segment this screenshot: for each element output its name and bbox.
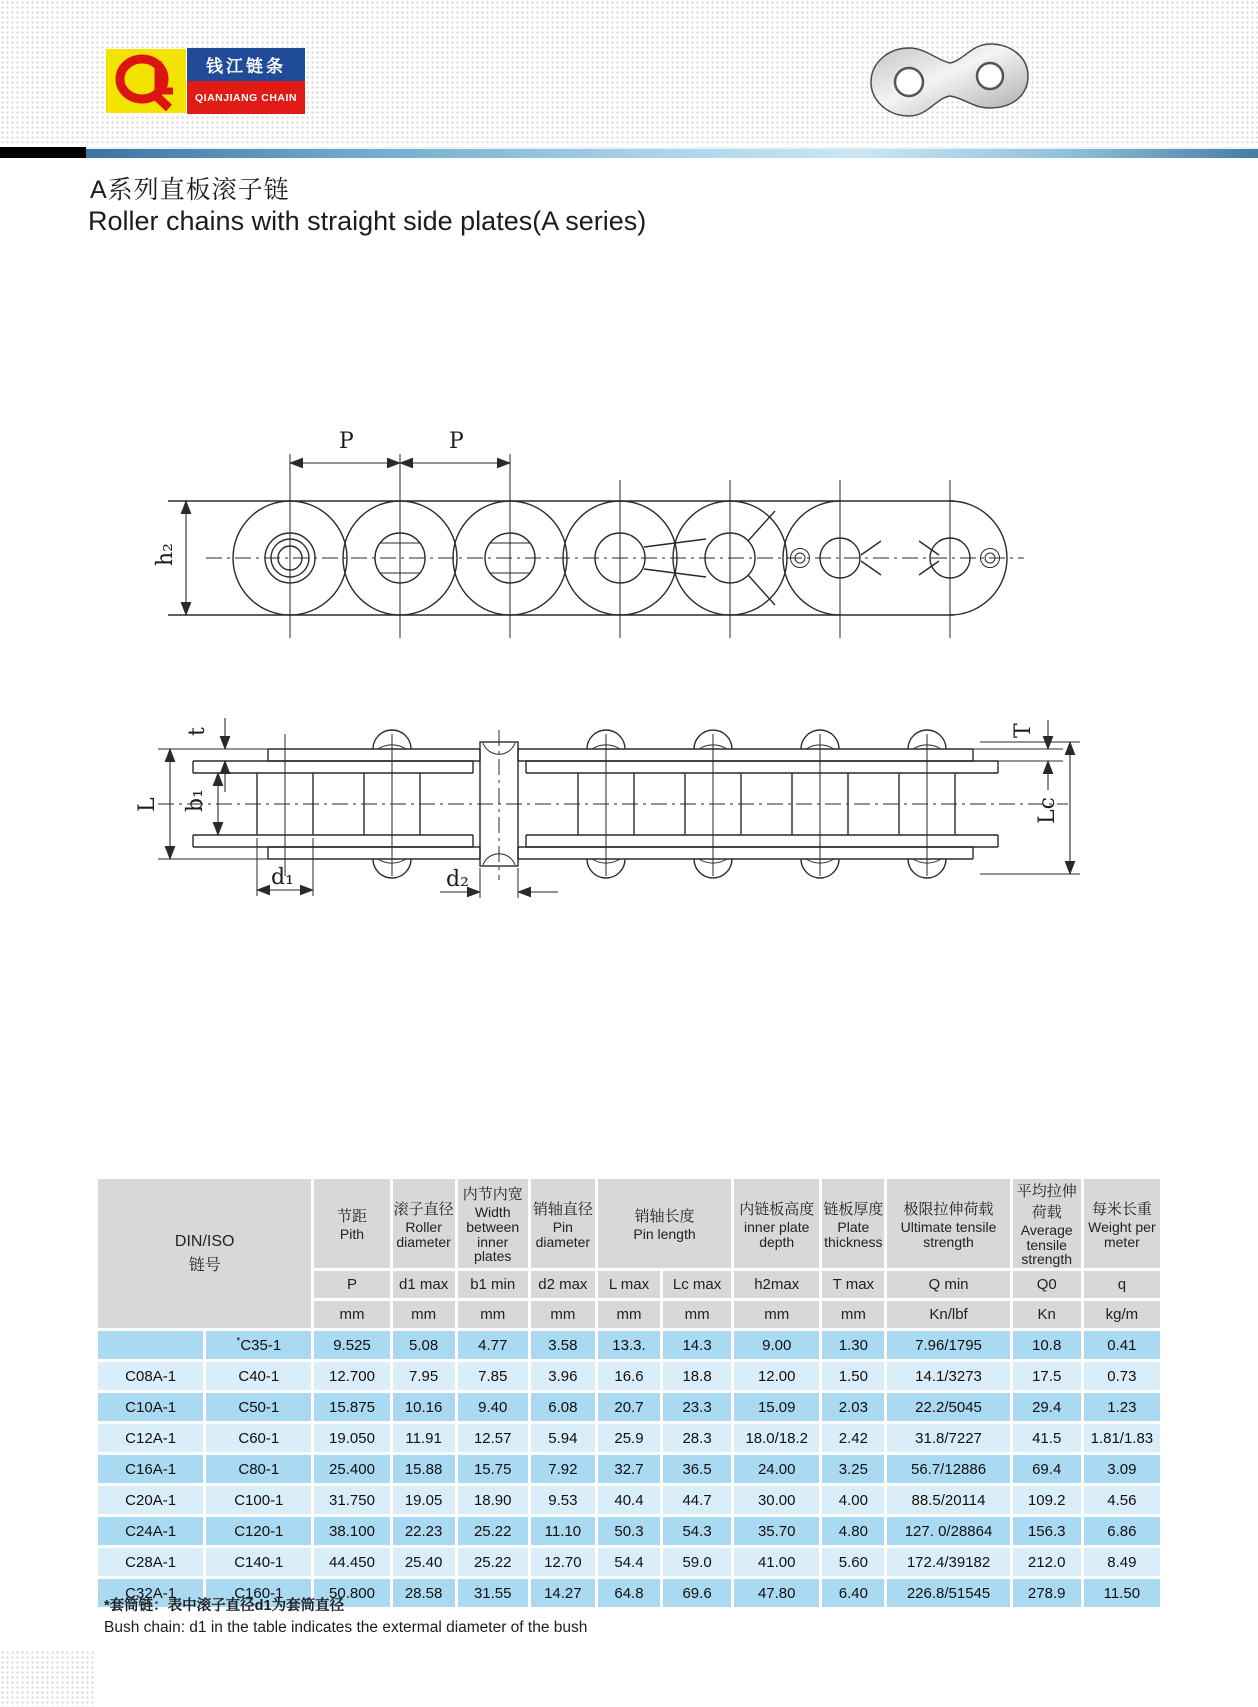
- table-cell: 88.5/20114: [887, 1486, 1009, 1514]
- chain-plate-illustration: [862, 36, 1037, 124]
- table-cell: 1.30: [822, 1331, 884, 1359]
- symbol-cell: L max: [598, 1271, 660, 1298]
- table-cell: 14.27: [531, 1579, 595, 1607]
- table-cell: 5.60: [822, 1548, 884, 1576]
- unit-cell: kg/m: [1084, 1301, 1160, 1328]
- table-cell: 50.800: [314, 1579, 389, 1607]
- table-cell: 14.3: [663, 1331, 731, 1359]
- dim-label-Lc: Lc: [1035, 797, 1060, 824]
- table-cell: 47.80: [734, 1579, 819, 1607]
- table-cell: 69.6: [663, 1579, 731, 1607]
- col-header: 内节内宽 Width between inner plates: [458, 1179, 528, 1268]
- logo-monogram-icon: [106, 49, 186, 113]
- table-cell: C40-1: [206, 1362, 311, 1390]
- table-cell: 28.58: [393, 1579, 455, 1607]
- table-cell: 2.42: [822, 1424, 884, 1452]
- table-cell: *C35-1: [206, 1331, 311, 1359]
- table-cell: C50-1: [206, 1393, 311, 1421]
- table-cell: 25.400: [314, 1455, 389, 1483]
- table-cell: 17.5: [1013, 1362, 1081, 1390]
- company-logo: [105, 48, 305, 114]
- table-cell: 36.5: [663, 1455, 731, 1483]
- table-cell: 31.8/7227: [887, 1424, 1009, 1452]
- table-cell: 56.7/12886: [887, 1455, 1009, 1483]
- table-cell: 16.6: [598, 1362, 660, 1390]
- footnote-en: Bush chain: d1 in the table indicates the extermal diameter of the bush: [104, 1619, 588, 1636]
- table-cell: 69.4: [1013, 1455, 1081, 1483]
- table-cell: 5.94: [531, 1424, 595, 1452]
- unit-cell: mm: [598, 1301, 660, 1328]
- spec-table: [95, 1176, 1163, 1610]
- table-cell: 11.91: [393, 1424, 455, 1452]
- table-cell: 7.85: [458, 1362, 528, 1390]
- dim-label-d1: d₁: [271, 865, 294, 890]
- drawing-plan-view: [118, 646, 1088, 920]
- table-cell: 28.3: [663, 1424, 731, 1452]
- table-cell: 4.77: [458, 1331, 528, 1359]
- table-row: [98, 1424, 1160, 1452]
- symbol-cell: T max: [822, 1271, 884, 1298]
- col-header: 销轴长度 Pin length: [598, 1179, 731, 1268]
- table-cell: 9.00: [734, 1331, 819, 1359]
- table-cell: 3.58: [531, 1331, 595, 1359]
- table-cell: 15.875: [314, 1393, 389, 1421]
- table-cell: C16A-1: [98, 1455, 203, 1483]
- symbol-cell: b1 min: [458, 1271, 528, 1298]
- unit-cell: mm: [734, 1301, 819, 1328]
- table-cell: 12.700: [314, 1362, 389, 1390]
- table-cell: 0.73: [1084, 1362, 1160, 1390]
- table-cell: 4.80: [822, 1517, 884, 1545]
- table-cell: 22.2/5045: [887, 1393, 1009, 1421]
- table-cell: 3.96: [531, 1362, 595, 1390]
- table-cell: 8.49: [1084, 1548, 1160, 1576]
- unit-cell: mm: [393, 1301, 455, 1328]
- table-cell: 15.75: [458, 1455, 528, 1483]
- table-cell: 38.100: [314, 1517, 389, 1545]
- unit-cell: mm: [531, 1301, 595, 1328]
- table-cell: 1.23: [1084, 1393, 1160, 1421]
- col-header: 销轴直径 Pin diameter: [531, 1179, 595, 1268]
- table-cell: 31.55: [458, 1579, 528, 1607]
- table-row: [98, 1455, 1160, 1483]
- table-cell: 11.10: [531, 1517, 595, 1545]
- corner-header: [98, 1179, 311, 1328]
- table-cell: 1.81/1.83: [1084, 1424, 1160, 1452]
- symbol-cell: Q min: [887, 1271, 1009, 1298]
- table-cell: [98, 1331, 203, 1359]
- unit-cell: mm: [822, 1301, 884, 1328]
- page-title-cn: A系列直板滚子链: [90, 176, 290, 204]
- table-cell: 127. 0/28864: [887, 1517, 1009, 1545]
- table-header-row: [98, 1179, 1160, 1268]
- dim-label-b1: b₁: [183, 789, 208, 812]
- table-cell: 9.525: [314, 1331, 389, 1359]
- table-row: [98, 1517, 1160, 1545]
- symbol-cell: q: [1084, 1271, 1160, 1298]
- table-cell: 18.0/18.2: [734, 1424, 819, 1452]
- table-cell: 109.2: [1013, 1486, 1081, 1514]
- table-cell: 3.09: [1084, 1455, 1160, 1483]
- table-cell: C12A-1: [98, 1424, 203, 1452]
- page-title-en: Roller chains with straight side plates(A series): [88, 206, 647, 236]
- col-header: 节距 Pith: [314, 1179, 389, 1268]
- divider-bar: [0, 147, 1258, 158]
- unit-cell: mm: [458, 1301, 528, 1328]
- table-cell: C140-1: [206, 1548, 311, 1576]
- table-cell: 12.57: [458, 1424, 528, 1452]
- table-cell: 25.9: [598, 1424, 660, 1452]
- table-cell: 25.22: [458, 1517, 528, 1545]
- table-cell: C28A-1: [98, 1548, 203, 1576]
- table-cell: 35.70: [734, 1517, 819, 1545]
- table-cell: 4.56: [1084, 1486, 1160, 1514]
- table-cell: 6.08: [531, 1393, 595, 1421]
- corner-header-line2: 链号: [188, 1256, 221, 1274]
- symbol-cell: d2 max: [531, 1271, 595, 1298]
- table-cell: 13.3.: [598, 1331, 660, 1359]
- table-cell: 59.0: [663, 1548, 731, 1576]
- col-header: 平均拉伸荷载 Average tensile strength: [1013, 1179, 1081, 1268]
- table-cell: 32.7: [598, 1455, 660, 1483]
- divider-bar-black: [0, 147, 86, 158]
- table-cell: 22.23: [393, 1517, 455, 1545]
- table-cell: 31.750: [314, 1486, 389, 1514]
- table-cell: 50.3: [598, 1517, 660, 1545]
- table-cell: 2.03: [822, 1393, 884, 1421]
- table-cell: 212.0: [1013, 1548, 1081, 1576]
- table-cell: 10.16: [393, 1393, 455, 1421]
- table-cell: 11.50: [1084, 1579, 1160, 1607]
- table-cell: C32A-1: [98, 1579, 203, 1607]
- footnote-cn: *套筒链：表中滚子直径d1为套筒直径: [104, 1598, 345, 1614]
- symbol-cell: d1 max: [393, 1271, 455, 1298]
- table-cell: C24A-1: [98, 1517, 203, 1545]
- table-cell: C80-1: [206, 1455, 311, 1483]
- dim-label-L: L: [135, 797, 160, 812]
- table-cell: 9.40: [458, 1393, 528, 1421]
- table-cell: 15.88: [393, 1455, 455, 1483]
- table-cell: 10.8: [1013, 1331, 1081, 1359]
- table-cell: 1.50: [822, 1362, 884, 1390]
- table-cell: 6.86: [1084, 1517, 1160, 1545]
- col-header: 每米长重 Weight per meter: [1084, 1179, 1160, 1268]
- table-cell: 7.95: [393, 1362, 455, 1390]
- table-row: [98, 1331, 1160, 1359]
- divider-bar-gradient: [86, 147, 1258, 158]
- table-cell: 41.00: [734, 1548, 819, 1576]
- table-cell: C60-1: [206, 1424, 311, 1452]
- table-row: [98, 1362, 1160, 1390]
- table-cell: 29.4: [1013, 1393, 1081, 1421]
- table-cell: 44.450: [314, 1548, 389, 1576]
- symbol-cell: h2max: [734, 1271, 819, 1298]
- table-cell: C160-1: [206, 1579, 311, 1607]
- table-cell: 3.25: [822, 1455, 884, 1483]
- dim-label-t: t: [185, 727, 210, 736]
- table-cell: 20.7: [598, 1393, 660, 1421]
- logo-en-text: QIANJIANG CHAIN: [187, 81, 305, 114]
- table-cell: 0.41: [1084, 1331, 1160, 1359]
- table-cell: 54.3: [663, 1517, 731, 1545]
- table-cell: 15.09: [734, 1393, 819, 1421]
- table-cell: C100-1: [206, 1486, 311, 1514]
- table-cell: 14.1/3273: [887, 1362, 1009, 1390]
- table-cell: 40.4: [598, 1486, 660, 1514]
- table-body: [98, 1331, 1160, 1607]
- table-cell: C120-1: [206, 1517, 311, 1545]
- table-cell: 23.3: [663, 1393, 731, 1421]
- symbol-cell: Q0: [1013, 1271, 1081, 1298]
- table-cell: 18.90: [458, 1486, 528, 1514]
- table-cell: 172.4/39182: [887, 1548, 1009, 1576]
- symbol-cell: Lc max: [663, 1271, 731, 1298]
- table-cell: 9.53: [531, 1486, 595, 1514]
- dim-label-h2: h₂: [153, 543, 178, 566]
- unit-cell: mm: [663, 1301, 731, 1328]
- logo-text-box: [187, 48, 305, 114]
- table-cell: 226.8/51545: [887, 1579, 1009, 1607]
- table-cell: C20A-1: [98, 1486, 203, 1514]
- table-cell: 54.4: [598, 1548, 660, 1576]
- table-cell: 12.00: [734, 1362, 819, 1390]
- table-cell: C10A-1: [98, 1393, 203, 1421]
- table-cell: 19.050: [314, 1424, 389, 1452]
- col-header: 极限拉伸荷载 Ultimate tensile strength: [887, 1179, 1009, 1268]
- table-cell: 64.8: [598, 1579, 660, 1607]
- unit-cell: Kn: [1013, 1301, 1081, 1328]
- table-cell: 24.00: [734, 1455, 819, 1483]
- footnotes: [104, 1594, 587, 1637]
- table-cell: 12.70: [531, 1548, 595, 1576]
- table-cell: 156.3: [1013, 1517, 1081, 1545]
- table-cell: 25.22: [458, 1548, 528, 1576]
- table-row: [98, 1548, 1160, 1576]
- dim-label-p2: P: [449, 429, 464, 454]
- corner-header-line1: DIN/ISO: [174, 1232, 235, 1250]
- col-header: 内链板高度 inner plate depth: [734, 1179, 819, 1268]
- table-cell: 6.40: [822, 1579, 884, 1607]
- table-cell: 25.40: [393, 1548, 455, 1576]
- col-header: 滚子直径 Roller diameter: [393, 1179, 455, 1268]
- dim-label-T: T: [1011, 723, 1036, 738]
- symbol-cell: P: [314, 1271, 389, 1298]
- table-cell: 4.00: [822, 1486, 884, 1514]
- footer-dot-pattern: [0, 1650, 96, 1707]
- table-cell: 30.00: [734, 1486, 819, 1514]
- table-cell: 41.5: [1013, 1424, 1081, 1452]
- table-row: [98, 1393, 1160, 1421]
- table-cell: 18.8: [663, 1362, 731, 1390]
- table-cell: 7.96/1795: [887, 1331, 1009, 1359]
- table-cell: 5.08: [393, 1331, 455, 1359]
- table-row: [98, 1486, 1160, 1514]
- table-cell: C08A-1: [98, 1362, 203, 1390]
- unit-cell: mm: [314, 1301, 389, 1328]
- table-cell: 278.9: [1013, 1579, 1081, 1607]
- dim-label-p1: P: [339, 429, 354, 454]
- dim-label-d2: d₂: [446, 867, 469, 892]
- table-cell: 44.7: [663, 1486, 731, 1514]
- drawing-side-view: [148, 388, 1028, 650]
- unit-cell: Kn/lbf: [887, 1301, 1009, 1328]
- col-header: 链板厚度 Plate thickness: [822, 1179, 884, 1268]
- logo-cn-text: 钱江链条: [187, 48, 305, 81]
- table-cell: 19.05: [393, 1486, 455, 1514]
- logo-monogram-box: [105, 48, 187, 114]
- table-cell: 7.92: [531, 1455, 595, 1483]
- chain-plate-image: [862, 36, 1037, 124]
